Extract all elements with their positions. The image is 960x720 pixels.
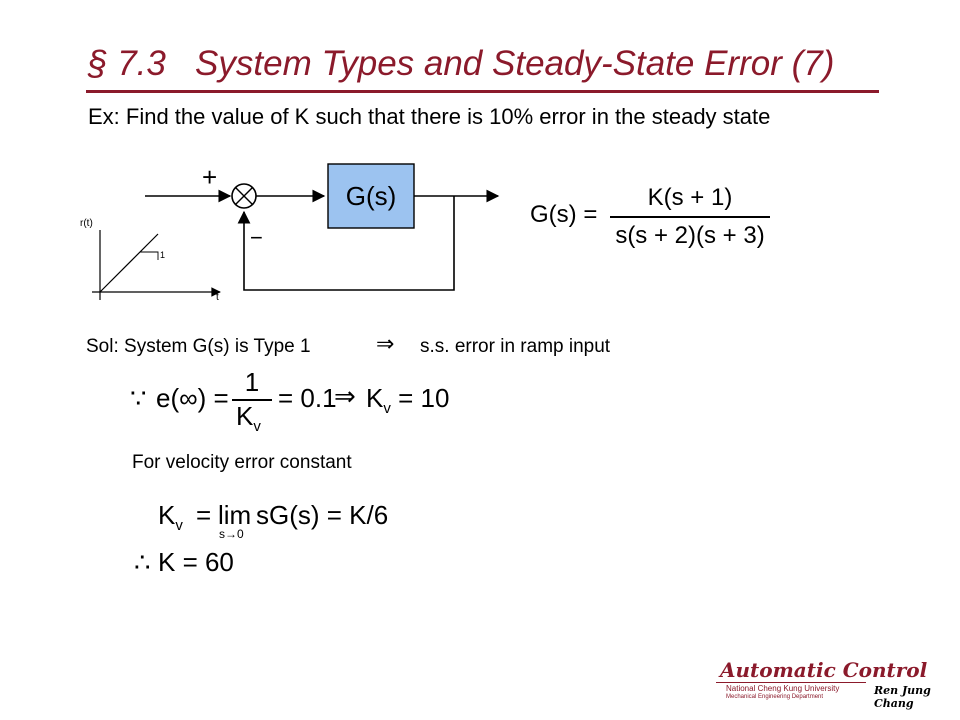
eq2-k-sub: v: [175, 517, 183, 535]
eq1-mid: = 0.1: [278, 383, 337, 413]
r-of-t-label: r(t): [80, 218, 93, 229]
ramp-input-graph: [80, 218, 220, 303]
eq1-arrow: ⇒: [334, 381, 356, 411]
logo-author: Ren Jung Chang: [874, 684, 931, 710]
summing-junction: [232, 184, 256, 208]
example-statement: Ex: Find the value of K such that there is 10% error in the steady state: [88, 104, 771, 129]
velocity-note: For velocity error constant: [132, 452, 352, 473]
eq1-frac-num: 1: [244, 367, 260, 397]
logo-university: National Cheng Kung University: [726, 684, 840, 693]
time-axis-label: t: [216, 292, 219, 303]
section-symbol: §: [88, 44, 108, 83]
eq1-frac-den: [236, 401, 261, 435]
logo-department: Mechanical Engineering Department: [726, 694, 824, 700]
eq2-expr: sG(s) = K/6: [256, 500, 389, 530]
eq2-k: [158, 500, 183, 534]
eq1-lhs: e(∞) =: [156, 383, 229, 413]
eq1-rhs: [366, 383, 449, 417]
eq1-because: ∵: [130, 383, 147, 413]
logo-rule: [716, 682, 866, 683]
tf-lhs: G(s) =: [530, 201, 598, 228]
slide-title: [88, 44, 834, 84]
course-logo: [712, 658, 952, 708]
implies-arrow: ⇒: [376, 331, 395, 356]
eq1-rhs-k: K: [366, 383, 384, 413]
eq2-equals: =: [196, 500, 212, 530]
slope-label: 1: [160, 250, 166, 260]
eq2-lim: lim: [218, 500, 252, 530]
gs-block-label: G(s): [345, 181, 397, 211]
eq2-lim-sub: s→0: [219, 527, 244, 541]
solution-prefix: Sol: System G(s) is Type 1: [86, 336, 311, 357]
eq1-den-k: K: [236, 401, 254, 431]
minus-sign: −: [250, 225, 263, 250]
eq1-den-sub: v: [253, 418, 261, 436]
logo-title: Automatic Control: [720, 658, 928, 682]
eq3-therefore: ∴: [134, 547, 151, 577]
eq1-rhs-sub: v: [383, 400, 391, 418]
eq3-result: K = 60: [158, 547, 234, 577]
block-diagram: [70, 150, 510, 310]
plus-sign: +: [202, 162, 218, 192]
title-underline: [86, 90, 879, 93]
title-text: 7.3 System Types and Steady-State Error (7): [117, 44, 835, 83]
eq1-rhs-value: = 10: [398, 383, 450, 413]
solution-suffix: s.s. error in ramp input: [420, 336, 611, 357]
tf-fraction-bar: [610, 216, 770, 218]
tf-denominator: s(s + 2)(s + 3): [615, 222, 765, 249]
eq2-k-main: K: [158, 500, 176, 530]
tf-numerator: K(s + 1): [647, 184, 733, 211]
